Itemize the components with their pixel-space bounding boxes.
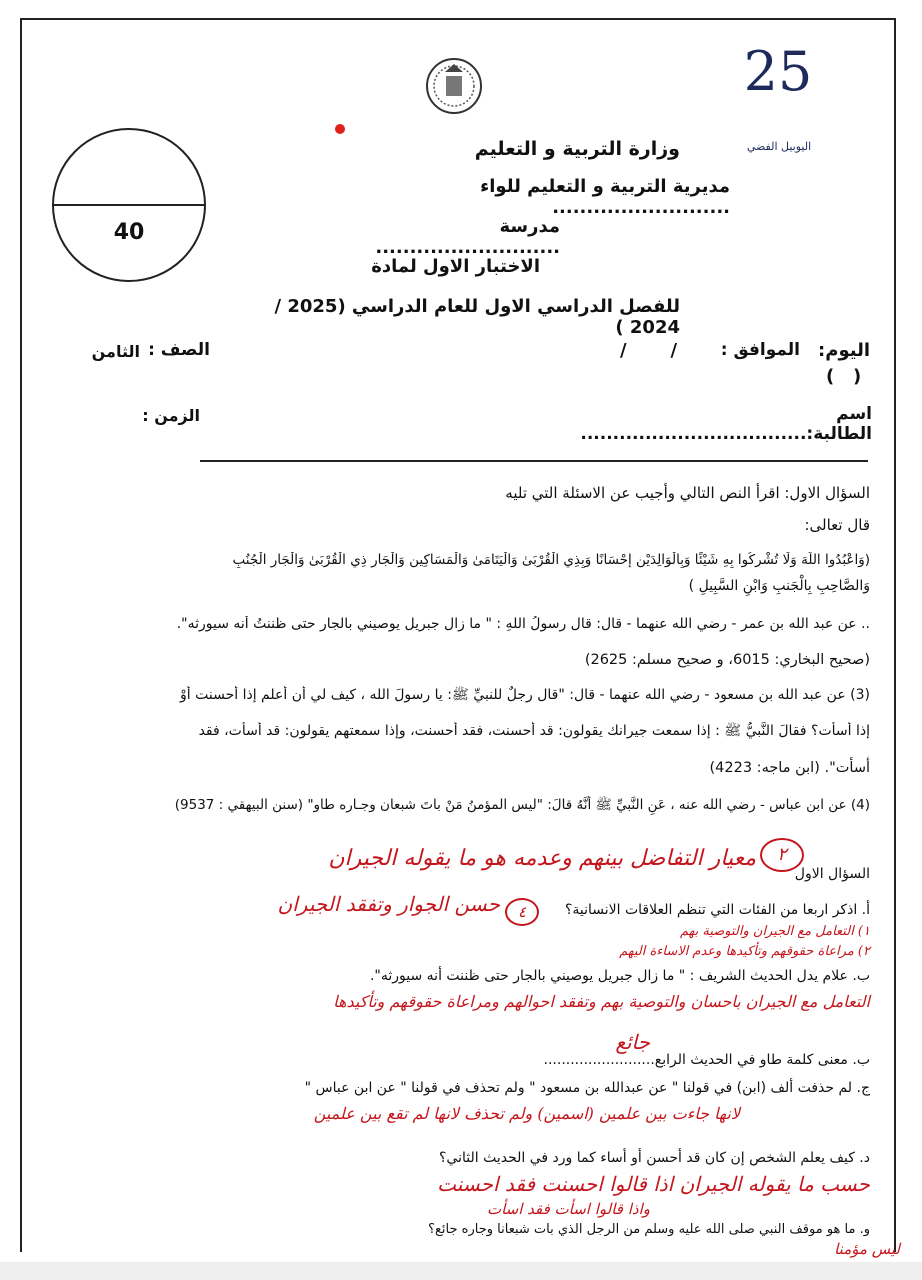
- handwriting-note-8: حسب ما يقوله الجيران اذا قالوا احسنت فقد احسنت: [437, 1172, 870, 1196]
- time-label: الزمن :: [142, 406, 200, 425]
- emblem-icon: [425, 54, 483, 118]
- hadith-3-line-3: أسأت". (ابن ماجه: 4223): [709, 760, 870, 776]
- hadith-1-source: (صحيح البخاري: 6015، و صحيح مسلم: 2625): [584, 652, 870, 668]
- handwriting-note-1: معيار التفاضل بينهم وعدمه هو ما يقوله الجيران: [328, 846, 756, 871]
- hadith-3-line-1: (3) عن عبد الله بن مسعود - رضي الله عنهما - قال: "قال رجلٌ للنبيِّ ﷺ: يا رسولَ الله ، كيف لي أن أعلم إذا أحسنت أوْ: [180, 687, 870, 703]
- handwriting-note-5: التعامل مع الجيران باحسان والتوصية بهم وتفقد احوالهم ومراعاة حقوقهم وتأكيدها: [333, 992, 870, 1011]
- verse-line-2: وَالصَّاحِبِ بِالْجَنبِ وَابْنِ السَّبِيلِ ): [688, 578, 870, 594]
- red-dot: [335, 124, 345, 134]
- logo-caption: اليوبيل الفضي: [746, 140, 812, 153]
- q1-title: السؤال الاول: اقرأ النص التالي وأجيب عن الاسئلة التي تليه: [505, 484, 870, 502]
- hadith-3-line-2: إذا أسأت؟ فقالَ النَّبيُّ ﷺ : إذا سمعت جيرانك يقولون: قد أحسنت، فقد أحسنت، وإذا سمعتهم يقولون: قد أسأت، فقد: [198, 723, 870, 739]
- verse-line-1: (وَاعْبُدُوا اللَّهَ وَلَا تُشْرِكُوا بِهِ شَيْئًا وَبِالْوَالِدَيْنِ إِحْسَانًا وَبِذِي الْقُرْبَىٰ وَالْيَتَامَىٰ وَالْمَسَاكِينِ وَالْجَارِ ذِي الْقُرْبَىٰ وَالْجَارِ الْجُنُبِ: [232, 552, 870, 568]
- hadith-4: (4) عن ابن عباس - رضي الله عنه ، عَنِ النَّبيِّ ﷺ أنَّهُ قالَ: "ليس المؤمنُ مَنْ باتَ شبعان وجـاره طاو" (سنن البيهقي : 9537): [174, 797, 870, 813]
- question-e: و. ما هو موقف النبي صلى الله عليه وسلم من الرجل الذي بات شبعانا وجاره جائع؟: [428, 1222, 870, 1237]
- question-c: ج. لم حذفت ألف (ابن) في قولنا " عن عبدالله بن مسعود " ولم تحذف في قولنا " عن ابن عباس ": [304, 1080, 870, 1096]
- questions-label: السؤال الاول: [794, 866, 870, 882]
- ministry-title: وزارة التربية و التعليم: [474, 138, 680, 160]
- circled-number-4: [505, 898, 539, 926]
- score-total: 40: [113, 220, 145, 245]
- score-divider: [54, 204, 204, 206]
- ministry-emblem: [425, 54, 483, 118]
- question-b2: ب. معنى كلمة طاو في الحديث الرابع.........................: [543, 1052, 870, 1068]
- question-d: د. كيف يعلم الشخص إن كان قد أحسن أو أساء كما ورد في الحديث الثاني؟: [438, 1150, 870, 1166]
- grade-value: الثامن: [91, 342, 140, 361]
- handwriting-note-7: لانها جاءت بين علمين (اسمين) ولم تحذف لانها لم تقع بين علمين: [313, 1104, 740, 1123]
- hadith-1: .. عن عبد الله بن عمر - رضي الله عنهما - قال: قال رسولُ اللهِ : " ما زال جبريل يوصيني بالجار حتى ظننتُ أنه سيورثه".: [176, 616, 870, 632]
- question-a: أ. اذكر اربعا من الفئات التي تنظم العلاقات الانسانية؟: [564, 902, 870, 918]
- parens-field: ( ): [826, 366, 862, 387]
- score-circle: [52, 128, 206, 282]
- student-name-field: اسم الطالبة:...................................: [580, 404, 872, 444]
- separator-line: [200, 460, 868, 462]
- handwriting-note-3: ١) التعامل مع الجيران والتوصية بهم: [679, 924, 870, 939]
- handwriting-note-6: جائع: [615, 1030, 650, 1054]
- exam-title: الاختبار الاول لمادة: [371, 256, 540, 277]
- bottom-strip: [0, 1262, 922, 1280]
- handwriting-note-10: ليس مؤمنا: [834, 1240, 900, 1258]
- grade-label: الصف :: [148, 340, 210, 360]
- date-label: الموافق :: [720, 340, 800, 360]
- jubilee-logo: [738, 30, 818, 170]
- circled-number-2-text: ٢: [777, 844, 787, 865]
- circled-number-4-text: ٤: [517, 903, 527, 921]
- circled-number-2: [760, 838, 804, 872]
- semester-line: للفصل الدراسي الاول للعام الدراسي (2025 / 2024 ): [274, 296, 680, 338]
- handwriting-note-2: حسن الجوار وتفقد الجيران: [277, 892, 500, 916]
- day-label: اليوم:: [818, 340, 870, 361]
- logo-digit-2: 25: [743, 40, 813, 103]
- date-slashes: / /: [620, 340, 678, 361]
- handwriting-note-4: ٢) مراعاة حقوقهم وتأكيدها وعدم الاساءة اليهم: [619, 944, 870, 959]
- handwriting-note-9: واذا قالوا اسأت فقد اسأت: [486, 1200, 650, 1218]
- school-line: مدرسة ...........................: [375, 216, 560, 258]
- qal-label: قال تعالى:: [804, 516, 870, 534]
- question-b1: ب. علام يدل الحديث الشريف : " ما زال جبريل يوصيني بالجار حتى ظننت أنه سيورثه".: [369, 968, 870, 984]
- directorate-line: مديرية التربية و التعليم للواء ..........................: [480, 176, 730, 218]
